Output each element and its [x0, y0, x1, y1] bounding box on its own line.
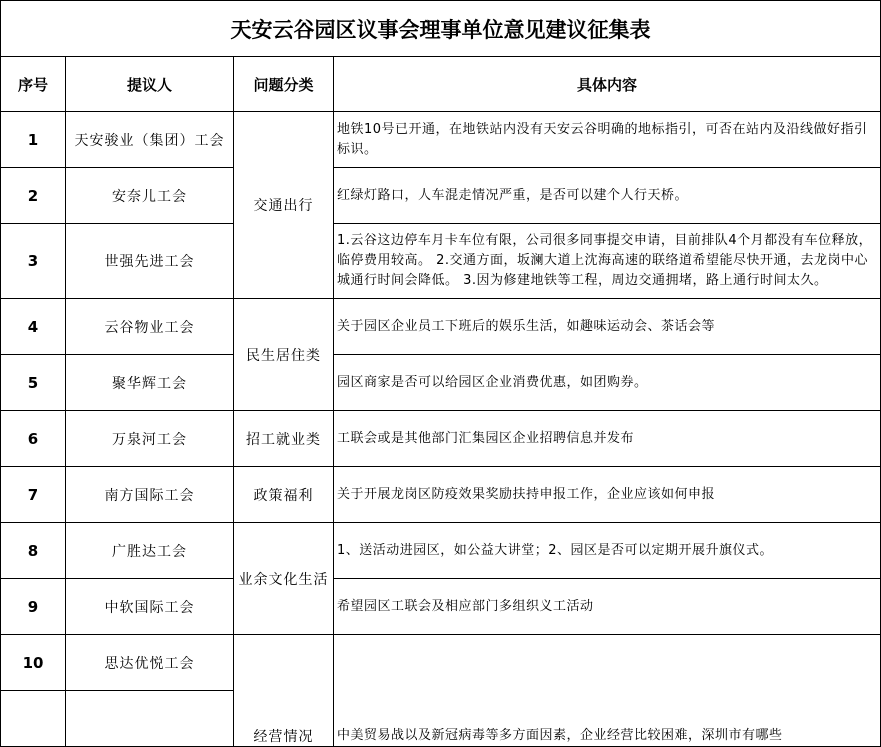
- row-seq: 1: [1, 112, 66, 168]
- row-content: 关于园区企业员工下班后的娱乐生活，如趣味运动会、茶话会等: [334, 299, 881, 355]
- row-proposer: 南方国际工会: [66, 467, 234, 523]
- row-seq: 2: [1, 168, 66, 224]
- table-row: [1, 299, 881, 355]
- row-content: 地铁10号已开通，在地铁站内没有天安云谷明确的地标指引，可否在站内及沿线做好指引标识。: [334, 112, 881, 168]
- row-content: 园区商家是否可以给园区企业消费优惠，如团购券。: [334, 355, 881, 411]
- row-seq: 10: [1, 635, 66, 691]
- table-row: [1, 224, 881, 299]
- category-cell: 业余文化生活: [234, 523, 334, 635]
- row-content: 希望园区工联会及相应部门多组织义工活动: [334, 579, 881, 635]
- row-seq: 6: [1, 411, 66, 467]
- row-proposer: 中软国际工会: [66, 579, 234, 635]
- row-proposer: 安奈儿工会: [66, 168, 234, 224]
- table-row: [1, 112, 881, 168]
- row-content: 1、送活动进园区，如公益大讲堂；2、园区是否可以定期开展升旗仪式。: [334, 523, 881, 579]
- row-proposer: 思达优悦工会: [66, 635, 234, 691]
- row-proposer: 广胜达工会: [66, 523, 234, 579]
- row-proposer: 天安骏业（集团）工会: [66, 112, 234, 168]
- table-row: [1, 355, 881, 411]
- row-seq: 5: [1, 355, 66, 411]
- header-row: [1, 57, 881, 112]
- table-row: [1, 579, 881, 635]
- row-seq: 9: [1, 579, 66, 635]
- category-cell: 招工就业类: [234, 411, 334, 467]
- header-proposer: 提议人: [66, 57, 234, 112]
- category-cell: 政策福利: [234, 467, 334, 523]
- row-seq-empty: [1, 691, 66, 747]
- row-content: 1.云谷这边停车月卡车位有限，公司很多同事提交申请，目前排队4个月都没有车位释放，临停费用较高。 2.交通方面，坂澜大道上沈海高速的联络道希望能尽快开通，去龙岗中心城通行时间会降低。 3.因为修建地铁等工程，周边交通拥堵，路上通行时间太久。: [334, 224, 881, 299]
- header-seq: 序号: [1, 57, 66, 112]
- row-seq: 4: [1, 299, 66, 355]
- row-content: 红绿灯路口，人车混走情况严重，是否可以建个人行天桥。: [334, 168, 881, 224]
- row-proposer-empty: [66, 691, 234, 747]
- row-seq: 7: [1, 467, 66, 523]
- header-category: 问题分类: [234, 57, 334, 112]
- row-seq: 8: [1, 523, 66, 579]
- table-title: 天安云谷园区议事会理事单位意见建议征集表: [1, 1, 881, 57]
- row-proposer: 聚华辉工会: [66, 355, 234, 411]
- table-row: [1, 411, 881, 467]
- table-row: [1, 467, 881, 523]
- row-content: 工联会或是其他部门汇集园区企业招聘信息并发布: [334, 411, 881, 467]
- category-cell: 交通出行: [234, 112, 334, 299]
- header-content: 具体内容: [334, 57, 881, 112]
- row-proposer: 世强先进工会: [66, 224, 234, 299]
- table-row: [1, 168, 881, 224]
- table-row: [1, 523, 881, 579]
- row-proposer: 云谷物业工会: [66, 299, 234, 355]
- category-cell: 经营情况: [234, 635, 334, 747]
- row-proposer: 万泉河工会: [66, 411, 234, 467]
- table-row: [1, 635, 881, 691]
- row-content: 中美贸易战以及新冠病毒等多方面因素，企业经营比较困难，深圳市有哪些: [334, 635, 881, 747]
- row-content: 关于开展龙岗区防疫效果奖励扶持申报工作，企业应该如何申报: [334, 467, 881, 523]
- category-cell: 民生居住类: [234, 299, 334, 411]
- row-seq: 3: [1, 224, 66, 299]
